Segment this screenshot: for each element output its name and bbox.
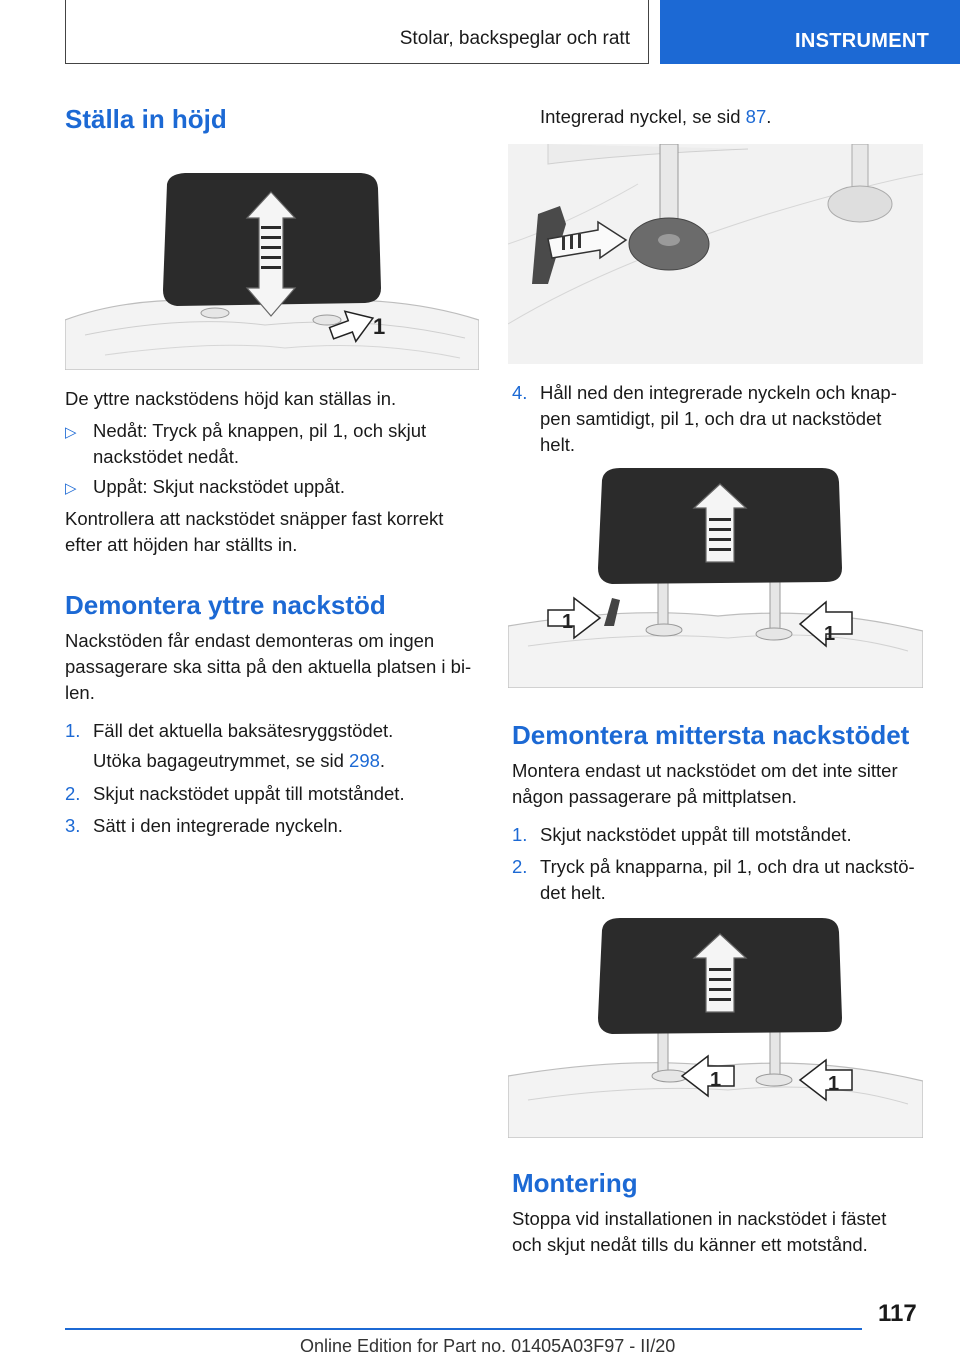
header-section-box	[65, 0, 649, 64]
figure-arrow-label: 1	[373, 314, 386, 339]
figure-headrest-height	[65, 170, 479, 370]
bullet-down: ▷ Nedåt: Tryck på knappen, pil 1, och skjut nackstödet nedåt.	[65, 420, 427, 467]
header-section-title: Stolar, backspeglar och ratt	[399, 28, 630, 49]
figure-remove-middle	[508, 916, 923, 1138]
svg-text:1: 1	[562, 611, 574, 633]
text-mounting-1: Stoppa vid installationen in nackstödet i fästet	[512, 1208, 887, 1229]
text-mounting-2: och skjut nedåt tills du känner ett motstånd.	[512, 1234, 868, 1255]
figure-remove-outer	[508, 466, 923, 688]
heading-adjust-height: Ställa in höjd	[65, 104, 227, 134]
text-check-lock-2: efter att höjden har ställts in.	[65, 534, 298, 555]
text-middle-2: någon passagerare på mittplatsen.	[512, 786, 797, 807]
page-number: 117	[878, 1300, 917, 1327]
footer-divider	[65, 1328, 862, 1330]
figure-key-insertion	[508, 144, 923, 364]
step-4: 4. Håll ned den integrerade nyckeln och knap- pen samtidigt, pil 1, och dra ut nackstödet helt.	[512, 382, 897, 455]
header-chapter-label: INSTRUMENT	[795, 30, 930, 52]
text-remove-3: len.	[65, 682, 95, 703]
svg-text:1: 1	[828, 1073, 840, 1095]
heading-remove-outer: Demontera yttre nackstöd	[65, 590, 386, 620]
text-middle-1: Montera endast ut nackstödet om det inte sitter	[512, 760, 898, 781]
footer-edition: Online Edition for Part no. 01405A03F97 - II/20	[300, 1336, 676, 1356]
link-page-87[interactable]: 87	[745, 106, 767, 127]
svg-text:1: 1	[824, 623, 836, 645]
link-page-298[interactable]: 298	[349, 750, 380, 771]
middle-step-2: 2. Tryck på knapparna, pil 1, och dra ut nackstö- det helt.	[512, 856, 915, 903]
text-remove-1: Nackstöden får endast demonteras om ingen	[65, 630, 435, 651]
triangle-bullet-icon: ▷	[65, 424, 77, 441]
svg-text:1: 1	[710, 1069, 722, 1091]
text-outer-height: De yttre nackstödens höjd kan ställas in.	[65, 388, 397, 409]
header-chapter-tab[interactable]	[660, 0, 960, 64]
heading-mounting: Montering	[512, 1168, 638, 1198]
text-check-lock-1: Kontrollera att nackstödet snäpper fast korrekt	[65, 508, 444, 529]
triangle-bullet-icon: ▷	[65, 480, 77, 497]
step-1: 1. Fäll det aktuella baksätesryggstödet. Utöka bagageutrymmet, se sid 298.	[65, 720, 394, 771]
heading-remove-middle: Demontera mittersta nackstödet	[512, 720, 910, 750]
text-remove-2: passagerare ska sitta på den aktuella platsen i bi-	[65, 656, 472, 677]
text-integrated-key: Integrerad nyckel, se sid 87.	[540, 106, 772, 127]
